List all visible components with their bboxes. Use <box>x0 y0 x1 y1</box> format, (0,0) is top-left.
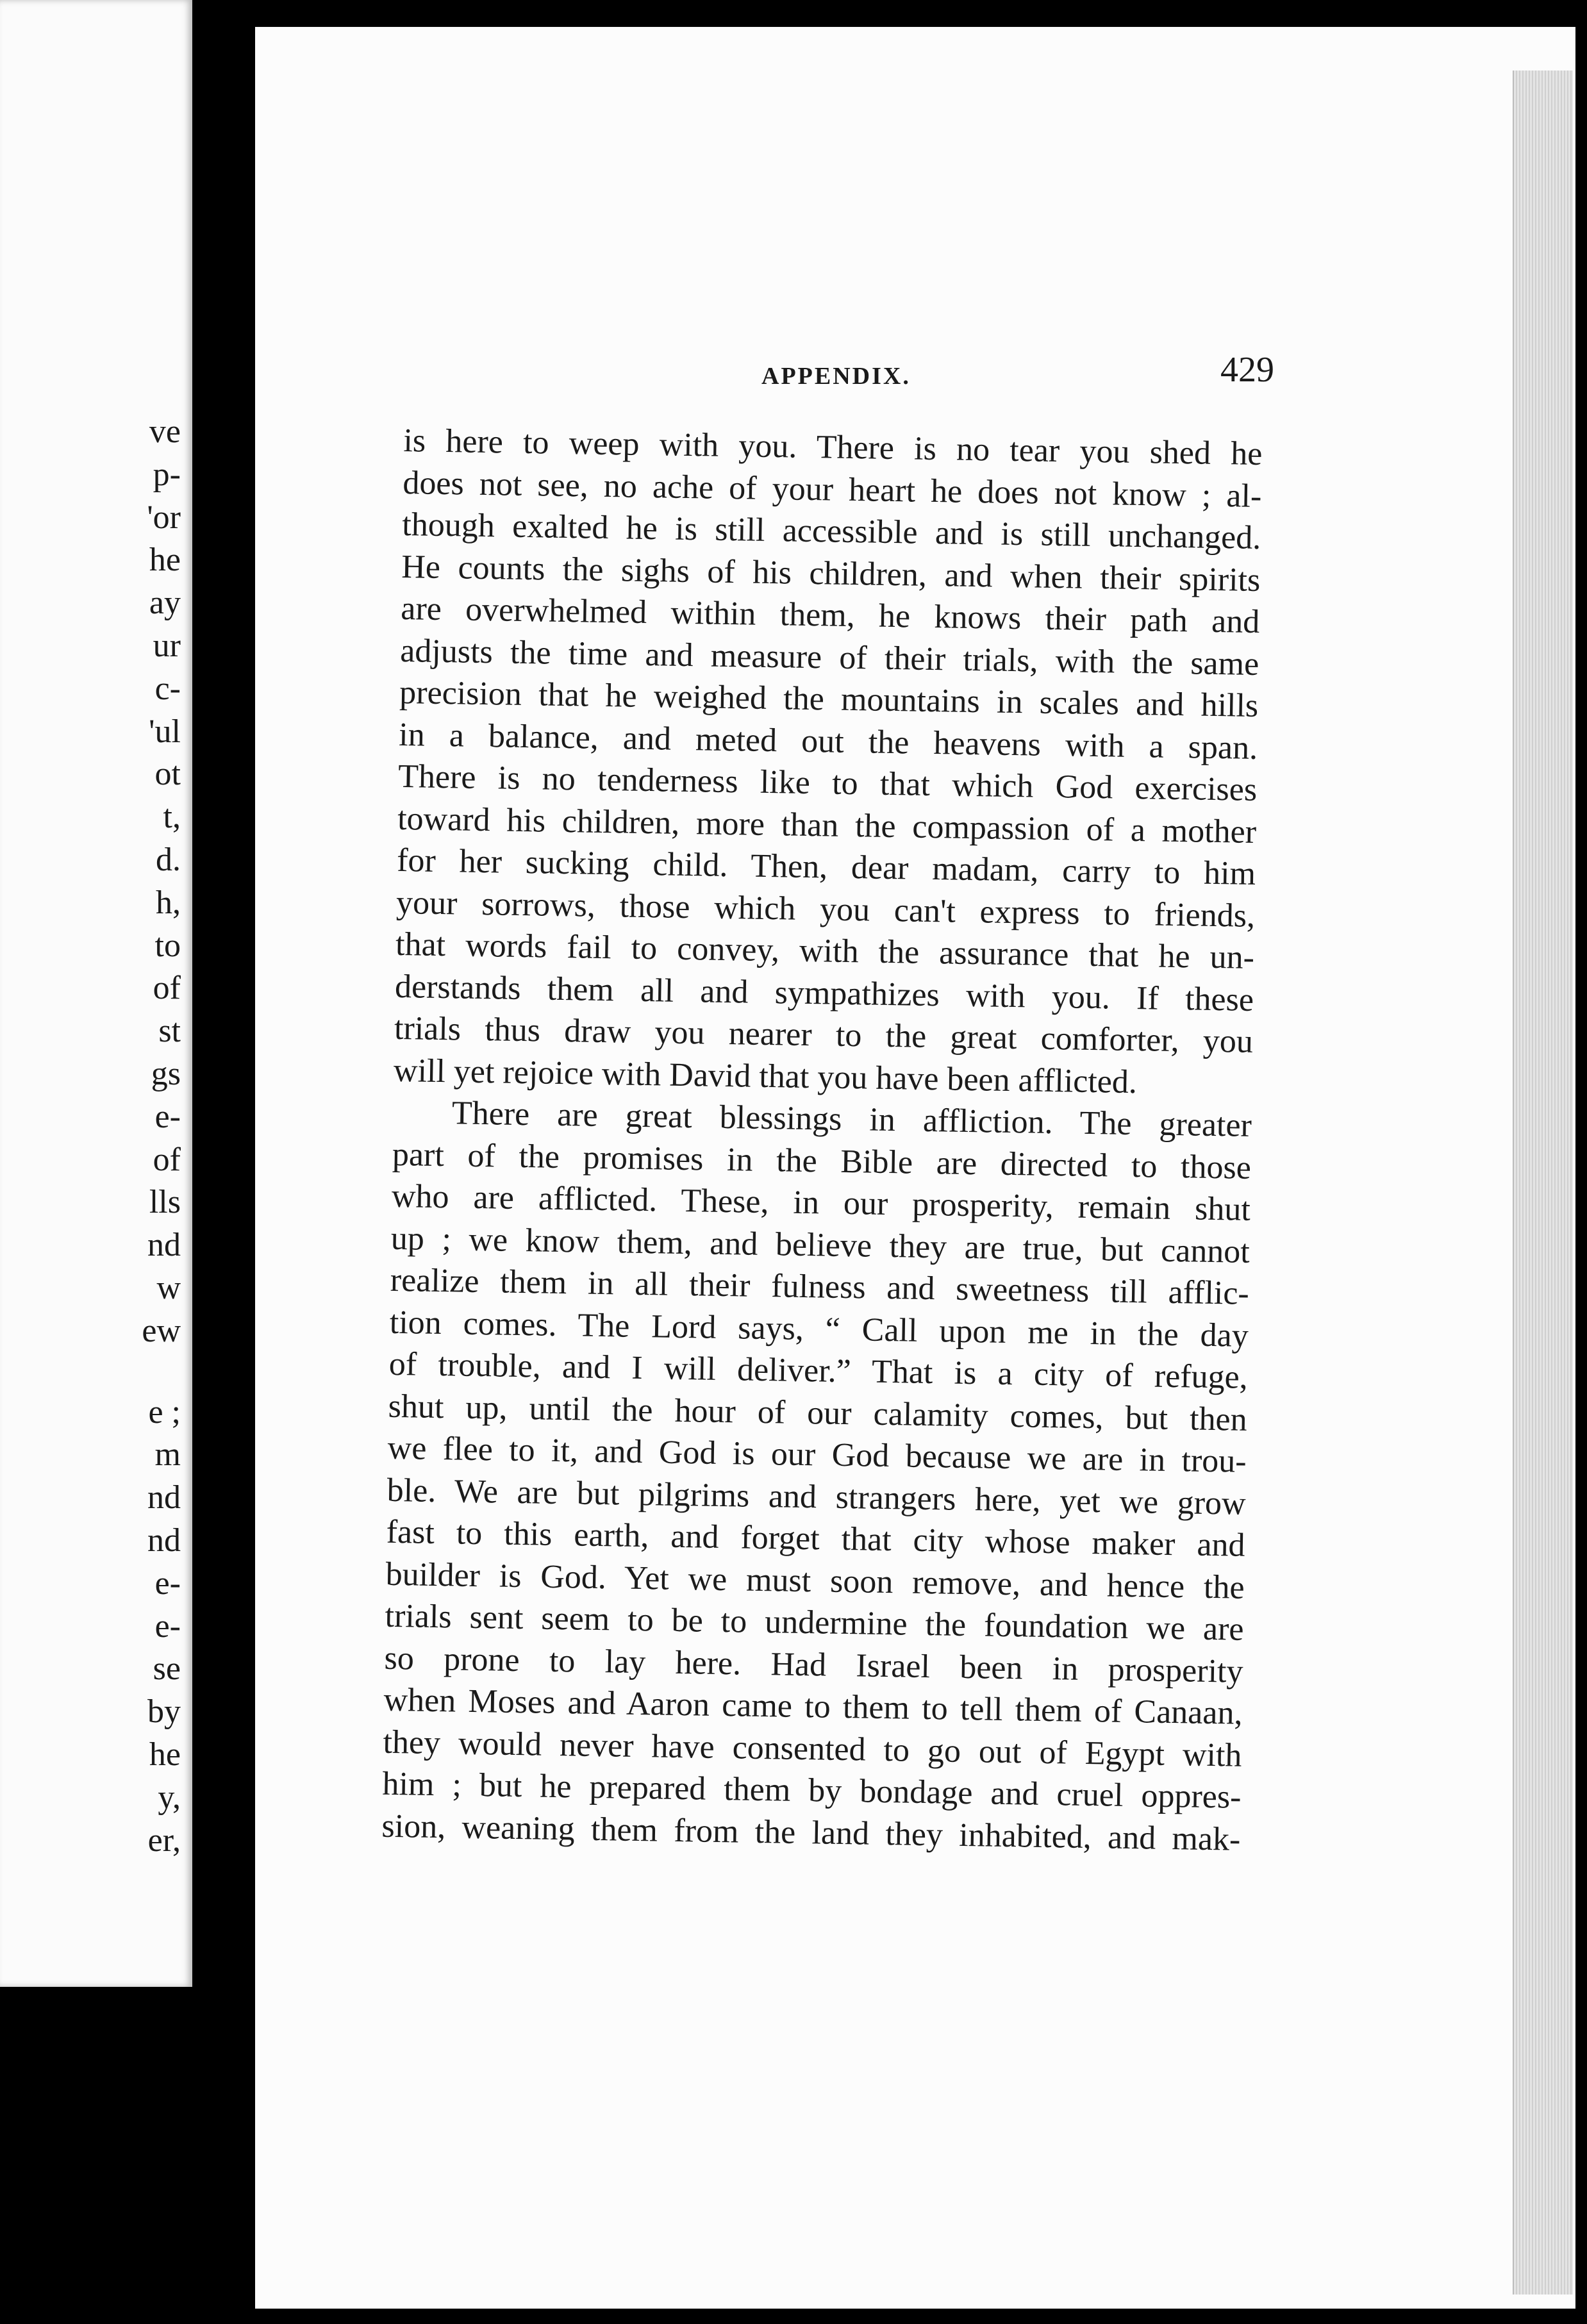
text-line: when Moses and Aaron came to them to tell them of Canaan, <box>383 1681 1243 1732</box>
facing-page-fragment: ve <box>149 413 181 450</box>
body-text <box>381 420 1263 1861</box>
text-line: He counts the sighs of his children, and when their spirits <box>401 548 1261 599</box>
text-line: toward his children, more than the compassion of a mother <box>397 800 1257 851</box>
facing-page-fragment: w <box>156 1270 181 1306</box>
text-line: will yet rejoice with David that you have been afflicted. <box>393 1052 1138 1100</box>
text-line: There is no tenderness like to that which God exercises <box>397 758 1258 808</box>
facing-page-fragment: e- <box>154 1098 181 1135</box>
facing-page-fragment: he <box>149 542 181 579</box>
text-line: your sorrows, those which you can't express to friends, <box>395 884 1256 934</box>
facing-page <box>0 0 192 1987</box>
text-line: up ; we know them, and believe they are true, but cannot <box>390 1220 1250 1270</box>
text-line: though exalted he is still accessible and is still unchanged. <box>401 506 1261 557</box>
text-line: trials sent seem to be to undermine the foundation we are <box>385 1597 1244 1648</box>
text-line: so prone to lay here. Had Israel been in prosperity <box>384 1639 1243 1690</box>
facing-page-fragment: c- <box>154 670 181 707</box>
facing-page-fragment: 'or <box>147 499 181 536</box>
facing-page-fragment: ew <box>142 1312 181 1349</box>
facing-page-fragment: e- <box>154 1565 181 1602</box>
book-gutter <box>192 0 256 2324</box>
paragraph <box>394 420 1263 1105</box>
page-number: 429 <box>1220 350 1274 390</box>
text-line: tion comes. The Lord says, “ Call upon me in the day <box>389 1304 1249 1354</box>
facing-page-fragment: ur <box>153 627 181 664</box>
text-line: who are afflicted. These, in our prosperity, remain shut <box>391 1177 1251 1228</box>
paragraph <box>381 1091 1252 1861</box>
text-line: for her sucking child. Then, dear madam, carry to him <box>396 842 1256 892</box>
text-line: There are great blessings in affliction. The greater <box>451 1095 1252 1144</box>
text-line: sion, weaning them from the land they inhabited, and mak- <box>381 1807 1241 1858</box>
facing-page-fragment: ay <box>149 585 181 622</box>
facing-page-fragment: st <box>158 1013 181 1050</box>
text-line: are overwhelmed within them, he knows their path and <box>400 590 1260 641</box>
facing-page-fragment: he <box>149 1736 181 1773</box>
facing-page-fragment: to <box>154 927 181 964</box>
facing-page-fragment: p- <box>153 456 181 493</box>
text-line: realize them in all their fulness and sweetness till afflic- <box>390 1261 1250 1312</box>
text-line: they would never have consented to go out of Egypt with <box>383 1723 1242 1774</box>
facing-page-fragment: e ; <box>148 1393 181 1431</box>
page-header <box>761 349 1274 401</box>
text-line: shut up, until the hour of our calamity comes, but then <box>388 1388 1248 1438</box>
facing-page-fragment: se <box>153 1650 181 1688</box>
facing-page-fragment: d. <box>156 842 181 878</box>
text-line: we flee to it, and God is our God because we are in trou- <box>387 1429 1247 1480</box>
facing-page-fragment: lls <box>149 1184 181 1221</box>
facing-page-fragment: of <box>153 1141 181 1178</box>
text-line: adjusts the time and measure of their trials, with the same <box>399 632 1259 683</box>
facing-page-fragment: by <box>147 1693 181 1731</box>
text-line: that words fail to convey, with the assurance that he un- <box>395 925 1255 976</box>
text-line: does not see, no ache of your heart he does not know ; al- <box>403 464 1262 515</box>
running-head: APPENDIX. <box>761 363 911 390</box>
page-edge-stack <box>1513 71 1573 2295</box>
text-line: trials thus draw you nearer to the great comforter, you <box>394 1009 1254 1060</box>
facing-page-fragment: nd <box>147 1227 181 1264</box>
facing-page-fragment: t, <box>163 799 181 836</box>
facing-page-fragment: y, <box>158 1779 181 1816</box>
facing-page-fragment: m <box>154 1436 181 1473</box>
text-line: builder is God. Yet we must soon remove, and hence the <box>385 1556 1245 1606</box>
text-line: him ; but he prepared them by bondage and cruel oppres- <box>382 1765 1242 1816</box>
facing-page-fragment: 'ul <box>149 713 181 750</box>
text-line: fast to this earth, and forget that city whose maker and <box>386 1513 1246 1564</box>
facing-page-fragment: gs <box>151 1056 181 1092</box>
text-line: part of the promises in the Bible are directed to those <box>392 1136 1252 1186</box>
facing-page-fragment: ot <box>154 756 181 793</box>
facing-page-fragment: e- <box>154 1607 181 1645</box>
facing-page-fragment: h, <box>156 884 181 921</box>
facing-page-fragment: of <box>153 970 181 1007</box>
text-line: derstands them all and sympathizes with you. If these <box>394 968 1254 1018</box>
text-line: precision that he weighed the mountains in scales and hills <box>399 674 1259 724</box>
facing-page-fragment: nd <box>147 1522 181 1559</box>
text-line: ble. We are but pilgrims and strangers here, yet we grow <box>386 1472 1247 1522</box>
text-line: in a balance, and meted out the heavens with a span. <box>398 716 1258 767</box>
facing-page-fragment: er, <box>147 1822 181 1859</box>
text-line: of trouble, and I will deliver.” That is a city of refuge, <box>388 1345 1249 1396</box>
text-line: is here to weep with you. There is no tear you shed he <box>403 422 1263 473</box>
facing-page-fragment: nd <box>147 1479 181 1516</box>
